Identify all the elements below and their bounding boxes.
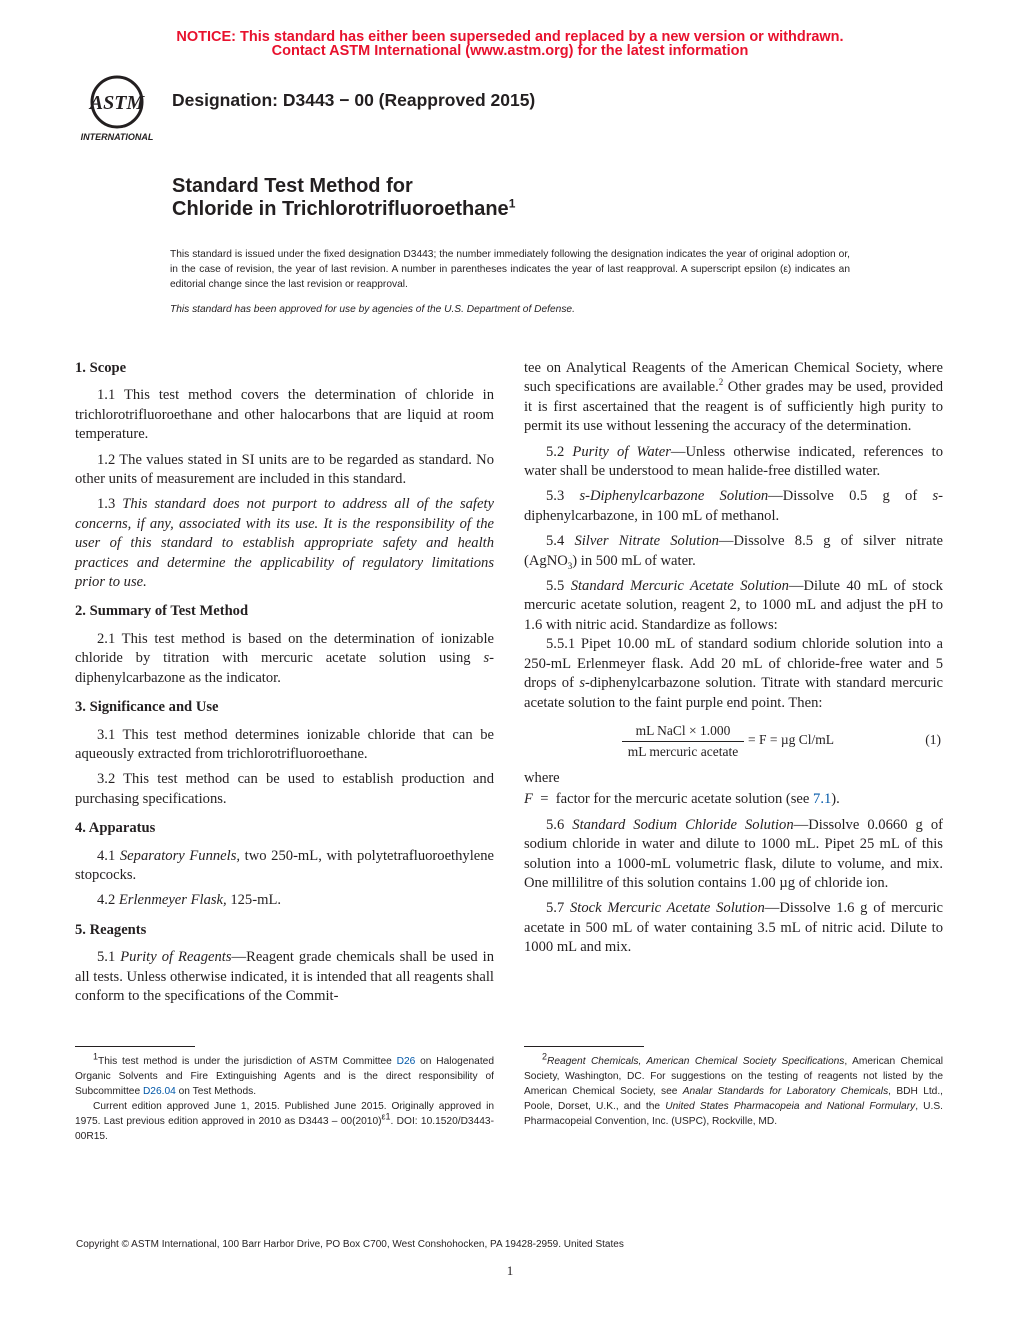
where-definition: F = factor for the mercuric acetate solution (see 7.1). (524, 791, 840, 808)
para-2-1: 2.1 This test method is based on the determination of ionizable chloride by titration with mercuric acetate solution using s-diphenylcarbazone as the indicator. (75, 630, 494, 686)
notice-line-1: NOTICE: This standard has either been superseded and replaced by a new version or withdrawn. (176, 29, 844, 45)
footnote-rule-right (524, 1046, 644, 1047)
para-5-7: 5.7 Stock Mercuric Acetate Solution—Dissolve 1.6 g of mercuric acetate in 500 mL of water containing 3.5 mL of nitric acid. Dilute to 1000 mL and mix. (524, 900, 943, 956)
section-2-heading: 2. Summary of Test Method (75, 603, 249, 620)
logo-letters: ASTM (89, 92, 145, 114)
para-5-3: 5.3 s-Diphenylcarbazone Solution—Dissolve 0.5 g of s-diphenylcarbazone, in 100 mL of methanol. (524, 488, 943, 524)
footnote-2: $^2$Reagent Chemicals, American Chemical Society Specifications, American Chemical Society, Washington, DC. For suggestions on the testing of reagents not listed by the American Chemical Society, see Analar Standards for Laboratory Chemicals, BDH Ltd., Poole, Dorset, U.K., and the United States Pharmacopeia and National Formulary, U.S. Pharmacopeial Convention, Inc. (USPC), Rockville, MD. (524, 1051, 944, 1127)
ref-7-1-link[interactable]: 7.1 (813, 791, 832, 808)
footnote-1: $^1$This test method is under the jurisdiction of ASTM Committee D26 on Halogenated Organic Solvents and Fire Extinguishing Agents and is the direct responsibility of Subcommittee D26.04 on Test Methods. Current edition approved June 1, 2015. Published June 2015. Originally approved in 1975. Last previous edition approved in 2010 as $D3443 - 00(2010)^{\varepsilon 1}$. DOI: 10.1520/D3443-00R15. (75, 1051, 494, 1142)
page-number: 1 (506, 1263, 514, 1278)
section-3-heading: 3. Significance and Use (75, 699, 219, 716)
para-3-2: 3.2 This test method can be used to establish production and purchasing specifications. (75, 771, 494, 807)
d26-link[interactable]: D26 (396, 1056, 416, 1067)
equation-denominator: mL mercuric acetate (627, 743, 739, 759)
para-4-1: 4.1 Separatory Funnels, two 250-mL, with polytetrafluoroethylene stopcocks. (75, 847, 495, 883)
para-3-1: 3.1 This test method determines ionizable chloride that can be aqueously extracted from trichlorotrifluoroethane. (75, 726, 494, 762)
equation-rhs: = F = µg Cl/mL (748, 731, 835, 747)
copyright-footer: Copyright © ASTM International, 100 Barr Harbor Drive, PO Box C700, West Conshohocken, PA 19428-2959. United States (76, 1239, 624, 1250)
section-4-heading: 4. Apparatus (75, 820, 156, 837)
section-5-heading: 5. Reagents (75, 921, 147, 938)
astm-logo (72, 72, 162, 144)
equation-1 (524, 719, 943, 761)
title-line-2: Chloride in Trichlorotrifluoroethane$^1$ (172, 196, 516, 220)
issuance-paragraph: This standard is issued under the fixed designation D3443; the number immediately following the designation indicates the year of original adoption or, in the case of revision, the year of last revision. A number in parentheses indicates the year of last reapproval. A superscript epsilon (ε) indicates an editorial change since the last revision or reapproval. (170, 249, 850, 290)
logo-caption: INTERNATIONAL (80, 132, 154, 142)
designation: Designation: D3443 − 00 (Reapproved 2015) (172, 90, 536, 110)
para-5-1: 5.1 Purity of Reagents—Reagent grade chemicals shall be used in all tests. Unless otherwise indicated, it is intended that all reagents shall conform to the specifications of the Commit- (75, 949, 495, 1004)
para-5-2: 5.2 Purity of Water—Unless otherwise indicated, references to water shall be understood to mean halide-free distilled water. (524, 443, 943, 480)
equation-numerator: mL NaCl × 1.000 (635, 722, 731, 738)
footnote-rule-left (75, 1046, 195, 1047)
where-label: where (524, 769, 560, 786)
para-4-2: 4.2 Erlenmeyer Flask, 125-mL. (97, 892, 282, 909)
para-5-1-continued: tee on Analytical Reagents of the American Chemical Society, where such specifications are available.$^2$ Other grades may be used, provided it is first ascertained that the reagent is of sufficiently high purity to permit its use without lessening the accuracy of the determination. (524, 360, 943, 435)
left-column (75, 359, 494, 1012)
para-5-6: 5.6 Standard Sodium Chloride Solution—Dissolve 0.0660 g of sodium chloride in water and dilute to 1000 mL. Pipet 25 mL of this solution into a 1000-mL volumetric flask, dilute to volume, and mix. One millilitre of this solution contains 1.00 µg of chloride ion. (524, 816, 943, 891)
equation-number: (1) (925, 731, 941, 747)
notice-line-2: Contact ASTM International (www.astm.org) for the latest information (271, 43, 749, 59)
para-1-2: 1.2 The values stated in SI units are to be regarded as standard. No other units of measurement are included in this standard. (75, 451, 494, 488)
para-5-4: 5.4 Silver Nitrate Solution—Dissolve 8.5 g of silver nitrate (AgNO$_3$) in 500 mL of water. (524, 533, 943, 571)
d26-04-link[interactable]: D26.04 (142, 1086, 176, 1097)
para-1-1: 1.1 This test method covers the determination of chloride in trichlorotrifluoroethane and other halocarbons that are liquid at room temperature. (75, 387, 494, 443)
title-line-1: Standard Test Method for (172, 175, 413, 197)
para-1-3: 1.3 This standard does not purport to address all of the safety concerns, if any, associated with its use. It is the responsibility of the user of this standard to establish appropriate safety and health practices and determine the applicability of regulatory limitations prior to use. (75, 496, 494, 591)
para-5-5-1: 5.5.1 Pipet 10.00 mL of standard sodium chloride solution into a 250-mL Erlenmeyer flask. Add 20 mL of chloride-free water and 5 drops of s-diphenylcarbazone solution. Titrate with standard mercuric acetate solution to the faint purple end point. Then: (524, 636, 943, 711)
section-1-heading: 1. Scope (75, 360, 127, 376)
right-column (524, 359, 943, 964)
para-5-5: 5.5 Standard Mercuric Acetate Solution—Dilute 40 mL of stock mercuric acetate solution, reagent 2, to 1000 mL and adjust the pH to 1.6 with nitric acid. Standardize as follows: (524, 578, 943, 633)
dod-approval: This standard has been approved for use by agencies of the U.S. Department of Defense. (170, 304, 575, 315)
